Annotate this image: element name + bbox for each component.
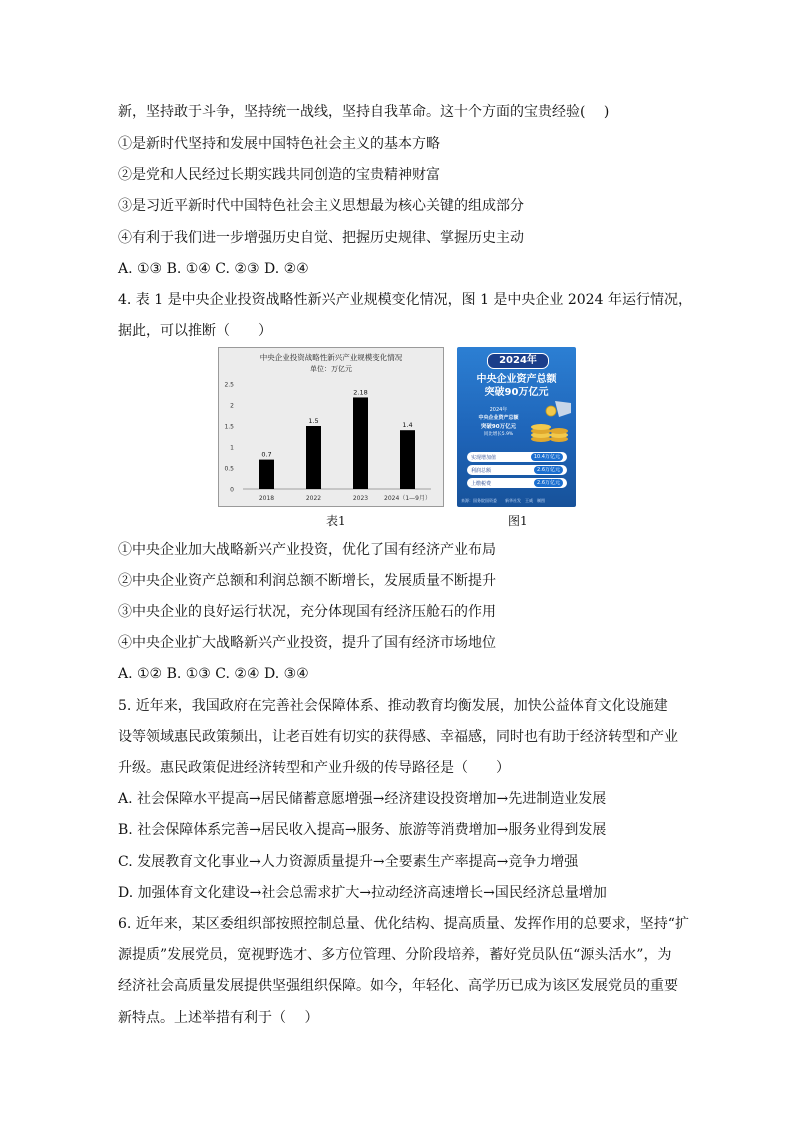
poster-footer: 来源：国务院国资委 新华社发 王威 制图 (461, 498, 545, 503)
infographic-poster (457, 347, 576, 507)
option-item: ①中央企业加大战略新兴产业投资，优化了国有经济产业布局 (118, 542, 496, 558)
chart-subtitle: 单位：万亿元 (310, 365, 352, 373)
bar-value-label: 1.4 (402, 421, 413, 430)
option-item: ②是党和人民经过长期实践共同创造的宝贵精神财富 (118, 167, 440, 183)
question-6-stem-cont: 源提质”发展党员，宽视野选才、多方位管理、分阶段培养，蓄好党员队伍“源头活水”，为 (118, 947, 672, 963)
poster-headline: 中央企业资产总额 (476, 374, 557, 385)
coin-stack-icon (531, 424, 551, 430)
question-5-stem: 5. 近年来，我国政府在完善社会保障体系、推动教育均衡发展，加快公益体育文化设施建 (118, 698, 668, 714)
stat-label: 上缴税费 (471, 481, 492, 487)
option-item: ③中央企业的良好运行状况，充分体现国有经济压舱石的作用 (118, 604, 496, 620)
stat-label: 实现增加值 (471, 455, 497, 461)
coin-icon (546, 406, 556, 416)
x-tick-label: 2024（1—9月） (384, 495, 431, 502)
chart-bar (259, 460, 274, 489)
answer-choices: A. ①② B. ①③ C. ②④ D. ③④ (118, 666, 309, 682)
chart-bar (400, 430, 415, 489)
poster-sub: 同比增长5.9% (483, 432, 514, 437)
bar-value-label: 1.5 (308, 417, 319, 425)
poster-stat-row (467, 452, 567, 462)
poster-sub: 突破90万亿元 (480, 424, 517, 430)
question-6-stem-cont: 经济社会高质量发展提供坚强组织保障。如今，年轻化、高学历已成为该区发展党员的重要 (118, 978, 678, 994)
coins-illustration (525, 399, 573, 445)
choice-c: C. 发展教育文化事业→人力资源质量提升→全要素生产率提高→竞争力增强 (118, 854, 579, 870)
stat-value: 2.6万亿元 (534, 466, 563, 474)
chart-title: 中央企业投资战略性新兴产业规模变化情况 (259, 353, 403, 362)
choice-d: D. 加强体育文化建设→社会总需求扩大→拉动经济高速增长→国民经济总量增加 (118, 885, 607, 901)
option-item: ③是习近平新时代中国特色社会主义思想最为核心关键的组成部分 (118, 198, 524, 214)
x-tick-label: 2018 (258, 495, 275, 502)
y-tick-label: 1 (230, 444, 234, 452)
question-6-stem-cont: 新特点。上述举措有利于（ ） (118, 1010, 319, 1026)
bar-chart-svg (219, 348, 443, 506)
question-6-stem: 6. 近年来，某区委组织部按照控制总量、优化结构、提高质量、发挥作用的总要求，坚持“扩 (118, 916, 689, 932)
text-line-1: 新，坚持敢于斗争，坚持统一战线，坚持自我革命。这十个方面的宝贵经验( ) (118, 104, 610, 120)
option-item: ②中央企业资产总额和利润总额不断增长，发展质量不断提升 (118, 573, 496, 589)
y-tick-label: 1.5 (224, 423, 234, 431)
chart-bar (353, 397, 368, 489)
option-item: ④有利于我们进一步增强历史自觉、把握历史规律、掌握历史主动 (118, 230, 524, 246)
poster-headline: 突破90万亿元 (484, 387, 549, 398)
question-4-stem: 4. 表 1 是中央企业投资战略性新兴产业规模变化情况，图 1 是中央企业 2024 年运行情况， (118, 292, 692, 308)
stat-value: 10.4万亿元 (531, 453, 563, 461)
option-item: ①是新时代坚持和发展中国特色社会主义的基本方略 (118, 136, 440, 152)
chart-bar (306, 426, 321, 489)
question-4-stem-cont: 据此，可以推断（ ） (118, 323, 272, 339)
question-5-stem-cont: 设等领域惠民政策频出，让老百姓有切实的获得感、幸福感，同时也有助于经济转型和产业 (118, 729, 678, 745)
poster-sub: 2024年 (489, 407, 508, 413)
choice-a: A. 社会保障水平提高→居民储蓄意愿增强→经济建设投资增加→先进制造业发展 (118, 791, 607, 807)
option-item: ④中央企业扩大战略新兴产业投资，提升了国有经济市场地位 (118, 635, 496, 651)
y-tick-label: 2 (230, 402, 234, 410)
bar-value-label: 0.7 (261, 450, 272, 459)
hand-icon (555, 401, 571, 417)
stat-label: 利润总额 (471, 468, 492, 474)
y-tick-label: 2.5 (224, 381, 234, 389)
poster-badge: 2024年 (487, 353, 549, 369)
y-tick-label: 0.5 (224, 465, 234, 473)
chart-caption: 表1 (326, 514, 346, 528)
poster-stat-row (467, 465, 567, 475)
choice-b: B. 社会保障体系完善→居民收入提高→服务、旅游等消费增加→服务业得到发展 (118, 822, 607, 838)
poster-caption: 图1 (508, 514, 528, 528)
stat-value: 2.6万亿元 (534, 479, 563, 487)
poster-stat-row (467, 478, 567, 488)
poster-sub: 中央企业资产总额 (478, 415, 519, 421)
x-tick-label: 2023 (352, 495, 369, 502)
x-tick-label: 2022 (305, 495, 322, 502)
answer-choices: A. ①③ B. ①④ C. ②③ D. ②④ (118, 261, 309, 277)
bar-chart (218, 347, 444, 507)
question-5-stem-cont: 升级。惠民政策促进经济转型和产业升级的传导路径是（ ） (118, 760, 510, 776)
bar-value-label: 2.18 (353, 388, 368, 397)
coin-stack-icon (550, 428, 568, 434)
y-tick-label: 0 (230, 486, 234, 494)
